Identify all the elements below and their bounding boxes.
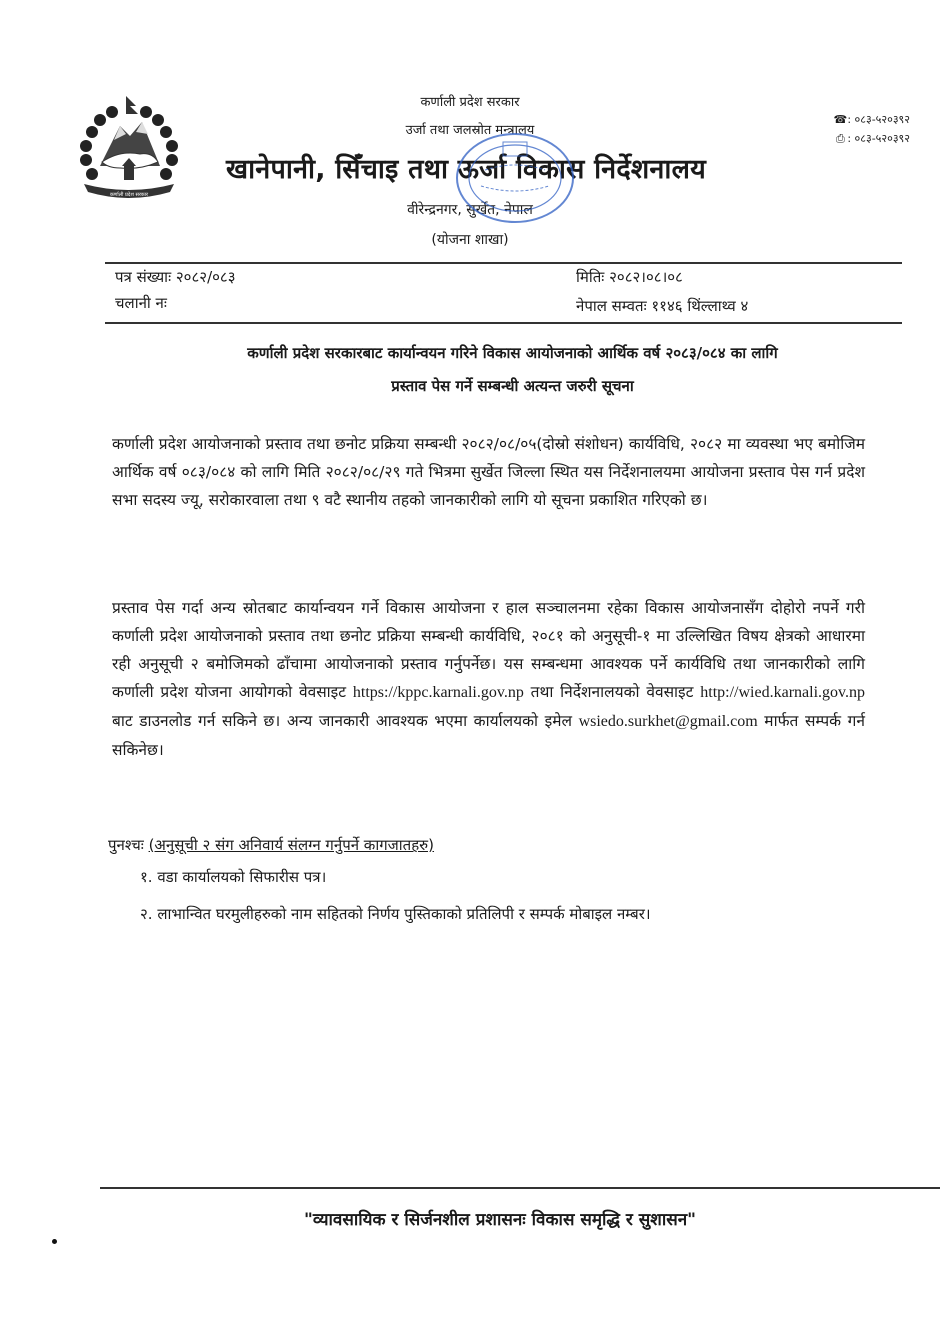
postscript-heading: (अनुसूची २ संग अनिवार्य संलग्न गर्नुपर्ने कागजातहरु) [148, 836, 435, 854]
postscript-item: २. लाभान्वित घरमुलीहरुको नाम सहितको निर्णय पुस्तिकाको प्रतिलिपी र सम्पर्क मोबाइल नम्बर। [140, 905, 651, 923]
kppc-website-link[interactable]: https://kppc.karnali.gov.np [352, 684, 524, 701]
branch-name: (योजना शाखा) [431, 232, 509, 248]
para2-text-b: तथा निर्देशनालयको वेवसाइट [523, 683, 701, 701]
telephone-icon: ☎ [833, 113, 848, 126]
letter-date: मितिः २०८२।०८।०८ [576, 268, 683, 286]
footer-motto: "व्यावसायिक र सिर्जनशील प्रशासनः विकास समृद्धि र सुशासन" [303, 1210, 697, 1230]
notice-title-line2: प्रस्ताव पेस गर्ने सम्बन्धी अत्यन्त जरुरी सूचना [391, 377, 634, 395]
phone-number: : ०८३-५२०३९२ [847, 113, 910, 126]
divider-top [105, 262, 902, 264]
phone-contact [833, 112, 910, 127]
postscript-label: पुनश्चः [108, 836, 144, 854]
directorate-name: खानेपानी, सिँचाइ तथा ऊर्जा विकास निर्देशनालय [226, 154, 706, 185]
wied-website-link[interactable]: http://wied.karnali.gov.np [700, 684, 865, 701]
letter-number: पत्र संख्याः २०८२/०८३ [115, 268, 236, 286]
scan-speck [52, 1239, 57, 1244]
footer-divider [100, 1187, 940, 1189]
office-address: वीरेन्द्रनगर, सुर्खेत, नेपाल [407, 202, 533, 218]
ministry-name: उर्जा तथा जलस्रोत मन्त्रालय [405, 123, 535, 138]
body-paragraph-1: कर्णाली प्रदेश आयोजनाको प्रस्ताव तथा छनोट प्रक्रिया सम्बन्धी २०८२/०८/०५(दोस्रो संशोधन) कार्यविधि, २०८२ मा व्यवस्था भए बमोजिम आर्थिक वर्ष ०८३/०८४ को लागि मिति २०८२/०८/२९ गते भित्रमा सुर्खेत जिल्ला स्थित यस निर्देशनालयमा आयोजना प्रस्ताव पेस गर्न प्रदेश सभा सदस्य ज्यू, सरोकारवाला तथा ९ वटै स्थानीय तहको जानकारीको लागि यो सूचना प्रकाशित गरिएको छ। [112, 435, 865, 509]
fax-contact [833, 131, 910, 146]
body-paragraph-2 [112, 594, 865, 764]
fax-icon: ⎙ [835, 132, 845, 145]
nepal-sambat-date: नेपाल सम्वतः ११४६ थिंल्लाथ्व ४ [576, 297, 749, 315]
notice-title-line1: कर्णाली प्रदेश सरकारबाट कार्यान्वयन गरिने विकास आयोजनाको आर्थिक वर्ष २०८३/०८४ का लागि [247, 344, 778, 362]
emblem-caption: कर्णाली प्रदेश सरकार [109, 192, 149, 198]
office-email-link[interactable]: wsiedo.surkhet@gmail.com [578, 713, 758, 730]
fax-number: : ०८३-५२०३९२ [847, 132, 910, 145]
government-name: कर्णाली प्रदेश सरकार [420, 95, 520, 110]
divider-bottom [105, 322, 902, 324]
para2-text-a: प्रस्ताव पेस गर्दा अन्य स्रोतबाट कार्यान्वयन गर्ने विकास आयोजना र हाल सञ्चालनमा रहेका विकास आयोजनासँग दोहोरो नपर्ने गरी कर्णाली प्रदेश आयोजनाको प्रस्ताव तथा छनोट प्रक्रिया सम्बन्धी कार्यविधि, २०८१ को अनुसूची-१ मा उल्लिखित विषय क्षेत्रको आधारमा रही अनुसूची २ बमोजिमको ढाँचामा आयोजनाको प्रस्ताव गर्नुपर्नेछ। यस सम्बन्धमा आवश्यक पर्ने कार्यविधि तथा जानकारीको लागि कर्णाली प्रदेश योजना आयोगको वेवसाइट [112, 599, 865, 701]
postscript-item: १. वडा कार्यालयको सिफारीस पत्र। [140, 868, 327, 886]
para2-text-d: मार्फत सम्पर्क गर्न सकिनेछ। [112, 712, 865, 759]
dispatch-number: चलानी नः [115, 294, 167, 312]
para2-text-c: बाट डाउनलोड गर्न सकिने छ। अन्य जानकारी आवश्यक भएमा कार्यालयको इमेल [112, 712, 579, 730]
postscript [108, 834, 434, 856]
